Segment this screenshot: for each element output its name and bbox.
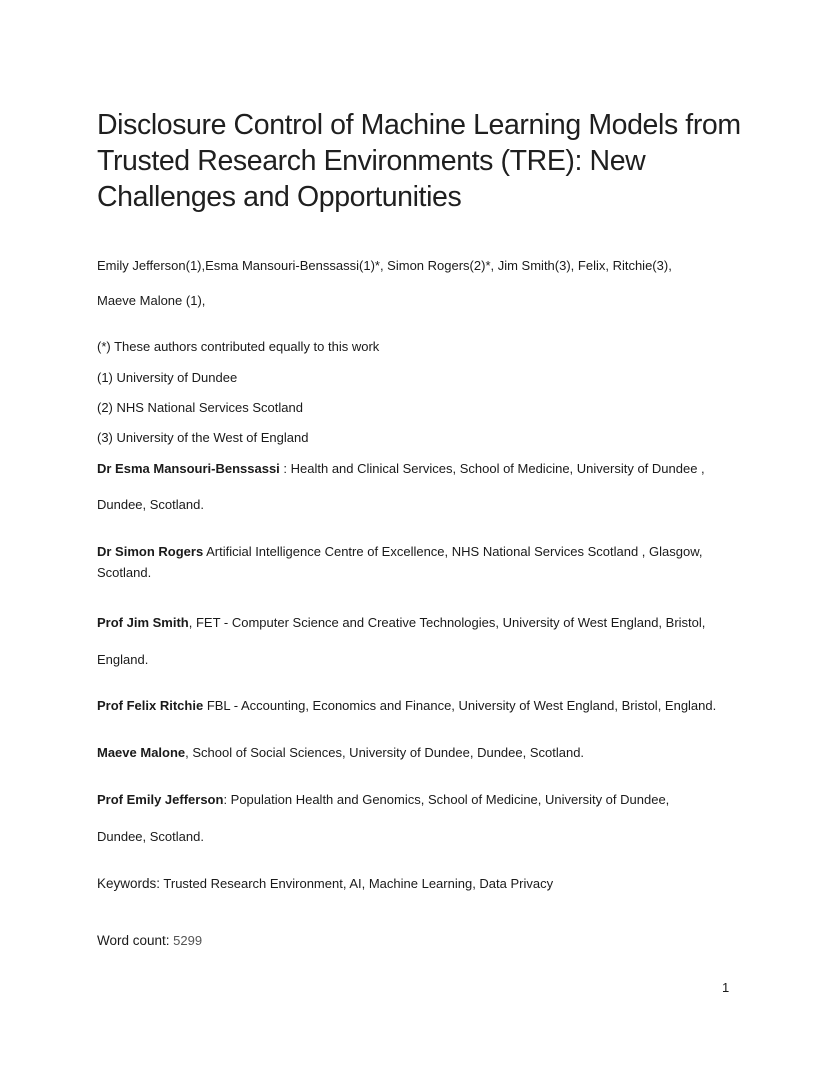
affiliation-detail: , School of Social Sciences, University of Dundee, Dundee, Scotland. [185,745,585,760]
affiliation-name: Dr Simon Rogers [97,544,204,559]
affiliation-entry [97,458,705,479]
affiliation-entry [97,742,584,763]
keywords [97,873,553,894]
affiliation-detail: Artificial Intelligence Centre of Excellence, NHS National Services Scotland , Glasgow, [203,544,703,559]
note-line: (3) University of the West of England [97,430,309,445]
authors-line: Emily Jefferson(1),Esma Mansouri-Benssassi(1)*, Simon Rogers(2)*, Jim Smith(3), Felix, Ritchie(3), [97,258,672,273]
word-count-label: Word count: [97,933,170,948]
authors-line: Maeve Malone (1), [97,293,206,308]
affiliation-name: Prof Jim Smith [97,615,189,630]
affiliation-detail: : Population Health and Genomics, School of Medicine, University of Dundee, [223,792,670,807]
affiliation-entry [97,541,702,562]
affiliation-name: Prof Felix Ritchie [97,698,204,713]
paper-title: Disclosure Control of Machine Learning Models from Trusted Research Environments (TRE): New Challenges and Opportunities [97,109,741,213]
word-count [97,930,202,951]
affiliation-detail: : Health and Clinical Services, School of Medicine, University of Dundee , [279,461,705,476]
note-line: (1) University of Dundee [97,370,238,385]
keywords-label: Keywords: [97,876,161,891]
affiliation-name: Dr Esma Mansouri-Benssassi [97,461,280,476]
affiliation-name: Maeve Malone [97,745,186,760]
affiliation-entry [97,695,716,716]
affiliation-entry [97,789,669,810]
keywords-value: Trusted Research Environment, AI, Machine Learning, Data Privacy [160,876,554,891]
affiliation-name: Prof Emily Jefferson [97,792,224,807]
note-line: (2) NHS National Services Scotland [97,400,303,415]
word-count-value: 5299 [169,933,203,948]
note-line: (*) These authors contributed equally to this work [97,339,380,354]
affiliation-detail: FBL - Accounting, Economics and Finance, University of West England, Bristol, England. [203,698,717,713]
affiliation-detail: , FET - Computer Science and Creative Technologies, University of West England, Bristol, [188,615,706,630]
affiliation-detail: Scotland. [97,565,152,580]
affiliation-detail: Dundee, Scotland. [97,829,204,844]
affiliation-detail: Dundee, Scotland. [97,497,204,512]
page-number: 1 [722,980,730,995]
affiliation-detail: England. [97,652,149,667]
affiliation-entry [97,612,705,633]
